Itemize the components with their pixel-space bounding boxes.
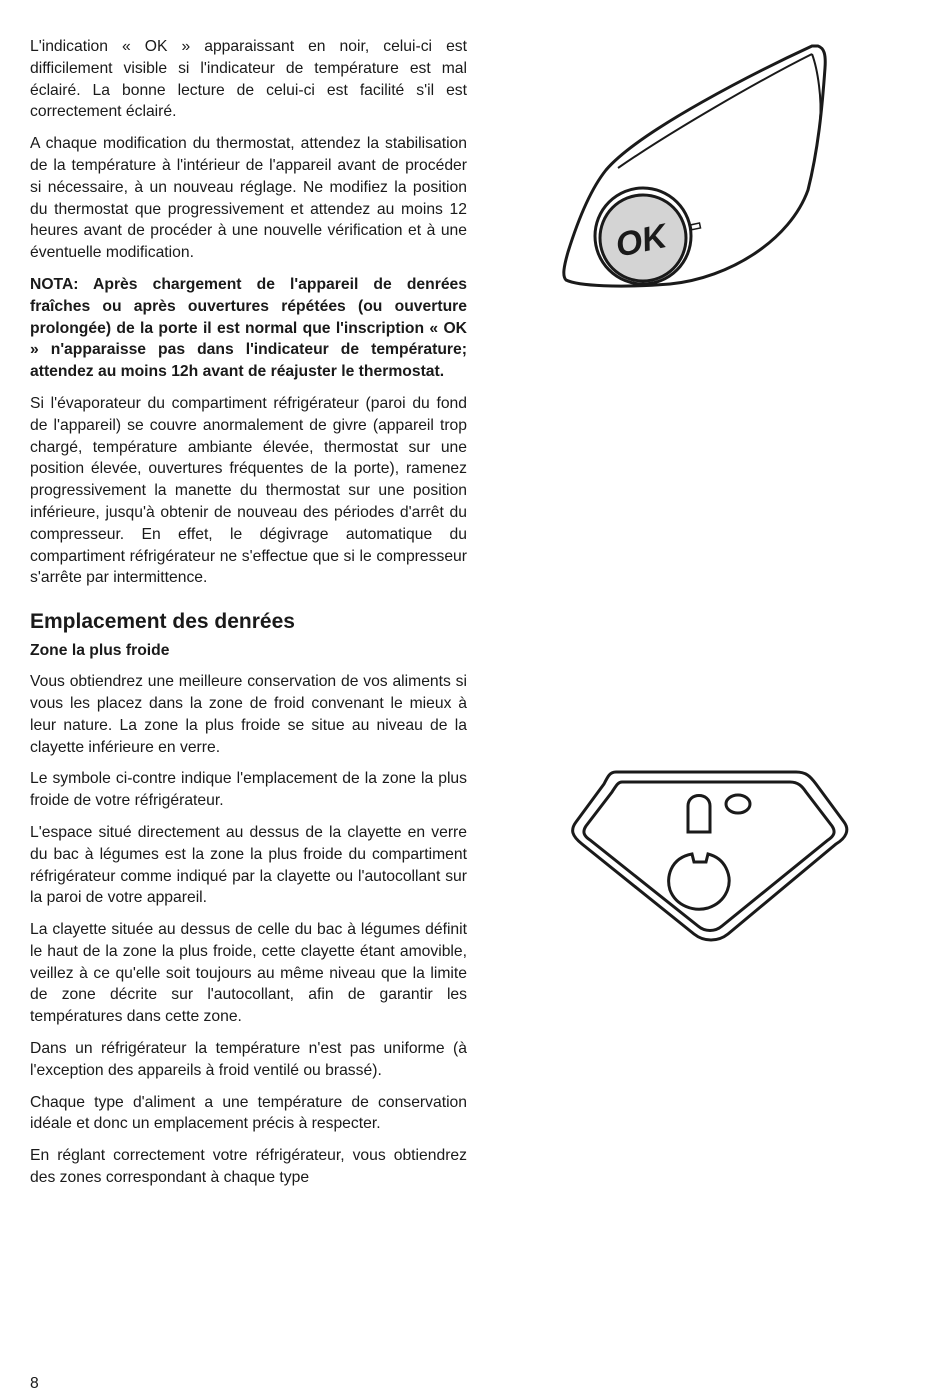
paragraph-vegetable-shelf: L'espace situé directement au dessus de la clayette en verre du bac à légumes est la zone la plus froide du compartiment réfrigérateur comme indiqué par la clayette ou l'autocollant sur la paroi de votre appareil. [30,823,467,907]
note-paragraph: NOTA: Après chargement de l'appareil de denrées fraîches ou après ouvertures répétées (ou ouverture prolongée) de la porte il est normal que l'inscription « OK » n'apparaisse pas dans l'indicateur de température; attendez au moins 12h avant de réajuster le thermostat. [30,275,467,381]
paragraph-temperature-uniformity: Dans un réfrigérateur la température n'est pas uniforme (à l'exception des appareils à froid ventilé ou brassé). [30,1040,467,1079]
page-number: 8 [30,1375,39,1392]
paragraph-thermostat-adjustment: A chaque modification du thermostat, attendez la stabilisation de la température à l'intérieur de l'appareil avant de procéder si nécessaire, à un nouveau réglage. Ne modifiez la position du thermostat que progressivement et attendez au moins 12 heures avant de procéder à une nouvelle vérification et à une éventuelle modification. [30,135,467,262]
paragraph-ok-visibility: L'indication « OK » apparaissant en noir, celui-ci est difficilement visible si l'indicateur de température est mal éclairé. La bonne lecture de celui-ci est facilité s'il est correctement éclairé. [30,38,467,121]
paragraph-symbol: Le symbole ci-contre indique l'emplacement de la zone la plus froide de votre réfrigérateur. [30,770,467,810]
coldest-zone-symbol [570,768,850,944]
paragraph-cold-zone-intro: Vous obtiendrez une meilleure conservation de vos aliments si vous les placez dans la zone de froid convenant le mieux à leur nature. La zone la plus froide se situe au niveau de la clayette inférieure en verre. [30,673,467,756]
thermostat-indicator-figure [560,40,830,290]
paragraph-evaporator-frost: Si l'évaporateur du compartiment réfrigérateur (paroi du fond de l'appareil) se couvre anormalement de givre (appareil trop chargé, température ambiante élevée, thermostat sur une position élevée, ouvertures fréquentes de la porte), ramenez progressivement la manette du thermostat sur une position inférieure, jusqu'à obtenir de nouveau des périodes d'arrêt du compresseur. En effet, le dégivrage automatique du compartiment réfrigérateur ne s'effectue que si le compresseur s'arrête par intermittence. [30,394,467,587]
paragraph-settings: En réglant correctement votre réfrigérateur, vous obtiendrez des zones correspondant à chaque type [30,1147,467,1187]
text-column [30,36,467,1199]
paragraph-removable-shelf: La clayette située au dessus de celle du bac à légumes définit le haut de la zone la plus froide, cette clayette étant amovible, veillez à ce qu'elle soit toujours au même niveau que la limite de zone décrite sur l'autocollant, afin de garantir les températures dans cette zone. [30,921,467,1026]
section-title: Emplacement des denrées [30,610,295,634]
subsection-title: Zone la plus froide [30,642,170,660]
ok-indicator-label: OK [612,217,671,265]
paragraph-food-types: Chaque type d'aliment a une température de conservation idéale et donc un emplacement précis à respecter. [30,1093,467,1133]
